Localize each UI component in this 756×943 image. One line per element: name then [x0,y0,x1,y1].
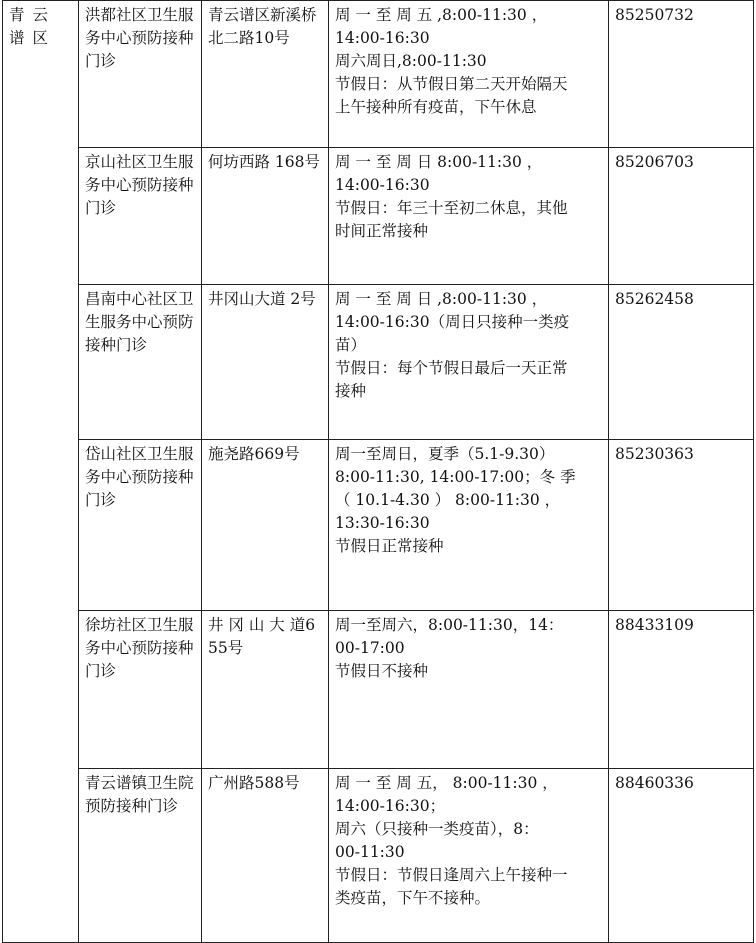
phone-cell [609,769,754,943]
hours-line: 8:00-11:30, 14:00-17:00；冬 季 [335,468,576,486]
hours-line: 节假日：年三十至初二休息，其他 [335,199,568,217]
clinic-name: 京山社区卫生服务中心预防接种门诊 [85,153,194,217]
hours-line: 周六（只接种一类疫苗），8： [335,820,539,838]
phone-cell [609,285,754,440]
hours-line: （ 10.1-4.30 ） 8:00-11:30 ， [335,491,561,509]
clinic-name-cell [79,1,202,148]
hours-line: 类疫苗，下午不接种。 [335,889,491,907]
address-cell [202,148,329,285]
phone-cell [609,148,754,285]
hours-line: 周 一 至 周 五 ,8:00-11:30 ， [335,6,548,24]
phone-number: 88433109 [615,616,694,634]
clinic-name: 岱山社区卫生服务中心预防接种门诊 [85,445,194,509]
hours-cell [329,285,609,440]
hours-line: 周一至周六，8:00-11:30，14： [335,616,564,634]
hours-line: 周一至周日，夏季（5.1-9.30） [335,445,555,463]
table-row [3,440,754,611]
table-row [3,285,754,440]
clinic-address: 井冈山大道 2号 [208,290,316,308]
clinic-address: 广州路588号 [208,774,300,792]
phone-number: 85230363 [615,445,694,463]
hours-line: 00-11:30 [335,843,405,861]
address-cell [202,440,329,611]
clinic-name-cell [79,440,202,611]
clinic-name-cell [79,148,202,285]
vaccination-clinic-table [2,0,754,943]
district-cell [3,1,79,943]
hours-line: 接种 [335,382,367,400]
phone-cell [609,1,754,148]
hours-line: 节假日：节假日逢周六上午接种一 [335,866,568,884]
clinic-name: 青云谱镇卫生院预防接种门诊 [85,774,194,815]
clinic-address: 井 冈 山 大 道655号 [208,616,316,657]
hours-line: 周 一 至 周 五， 8:00-11:30 ， [335,774,558,792]
address-cell [202,1,329,148]
clinic-address: 青云谱区新溪桥北二路10号 [208,6,317,47]
address-cell [202,285,329,440]
hours-line: 14:00-16:30； [335,797,446,815]
clinic-address: 施尧路669号 [208,445,300,463]
hours-line: 节假日正常接种 [335,537,444,555]
hours-line: 节假日：每个节假日最后一天正常 [335,359,568,377]
hours-line: 节假日不接种 [335,662,429,680]
phone-number: 85250732 [615,6,694,24]
clinic-name: 洪都社区卫生服务中心预防接种门诊 [85,6,194,70]
phone-cell [609,611,754,769]
hours-cell [329,1,609,148]
phone-number: 85206703 [615,153,694,171]
address-cell [202,611,329,769]
hours-cell [329,769,609,943]
hours-line: 苗） [335,336,367,354]
phone-cell [609,440,754,611]
clinic-name-cell [79,285,202,440]
hours-cell [329,148,609,285]
hours-line: 周六周日,8:00-11:30 [335,52,487,70]
hours-cell [329,611,609,769]
phone-number: 85262458 [615,290,694,308]
clinic-name: 昌南中心社区卫生服务中心预防接种门诊 [85,290,194,354]
district-label: 青云谱区 [9,6,57,47]
hours-line: 节假日：从节假日第二天开始隔天 [335,75,568,93]
clinic-name: 徐坊社区卫生服务中心预防接种门诊 [85,616,194,680]
hours-cell [329,440,609,611]
hours-line: 14:00-16:30（周日只接种一类疫 [335,313,570,331]
clinic-name-cell [79,611,202,769]
hours-line: 周 一 至 周 日 8:00-11:30 ， [335,153,543,171]
hours-line: 周 一 至 周 日 ,8:00-11:30 ， [335,290,548,308]
clinic-name-cell [79,769,202,943]
hours-line: 00-17:00 [335,639,405,657]
hours-line: 上午接种所有疫苗，下午休息 [335,98,537,116]
hours-line: 13:30-16:30 [335,514,430,532]
address-cell [202,769,329,943]
hours-line: 14:00-16:30 [335,29,430,47]
table-row [3,1,754,148]
table-row [3,769,754,943]
hours-line: 时间正常接种 [335,222,429,240]
clinic-address: 何坊西路 168号 [208,153,321,171]
table-row [3,148,754,285]
phone-number: 88460336 [615,774,694,792]
hours-line: 14:00-16:30 [335,176,430,194]
table-row [3,611,754,769]
